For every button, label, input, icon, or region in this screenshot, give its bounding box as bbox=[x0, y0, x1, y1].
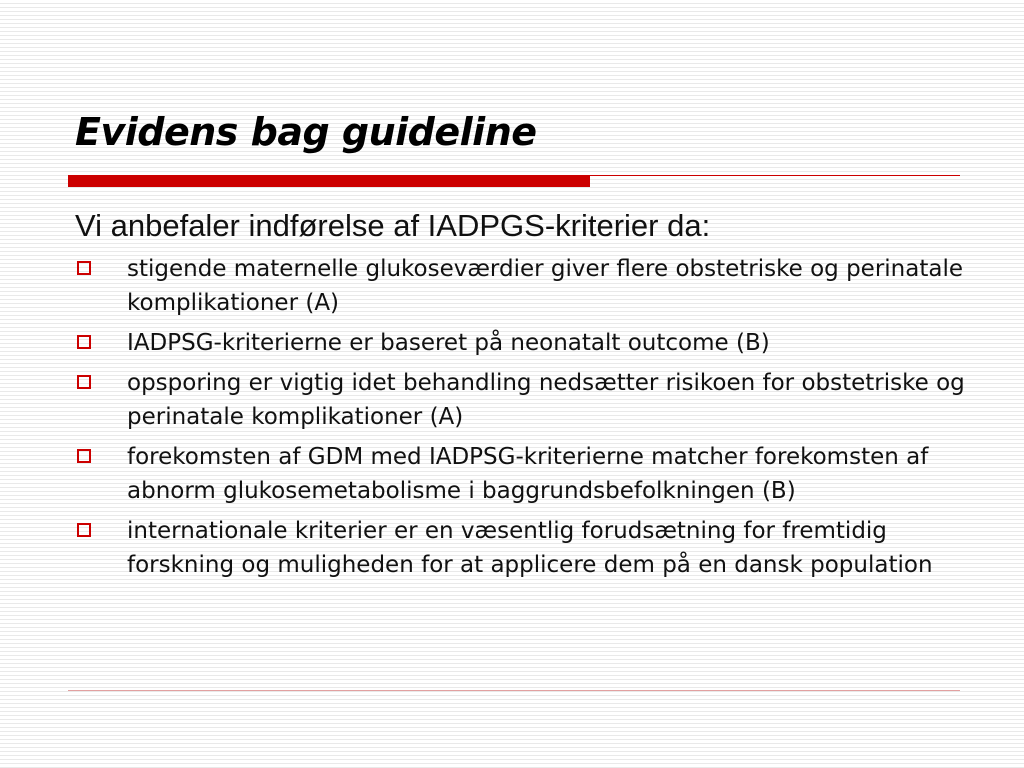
bullet-item bbox=[75, 326, 975, 360]
hollow-square-bullet-icon bbox=[77, 261, 91, 275]
footer-divider bbox=[68, 690, 960, 691]
bullet-text: internationale kriterier er en væsentlig forudsætning for fremtidig forskning og muligheden for at applicere dem på en dansk population bbox=[127, 518, 933, 578]
bullet-list bbox=[75, 252, 975, 582]
title-underline-thin bbox=[590, 175, 960, 176]
bullet-item bbox=[75, 252, 975, 320]
title-underline-thick bbox=[68, 175, 590, 187]
bullet-text: opsporing er vigtig idet behandling nedsætter risikoen for obstetriske og perinatale komplikationer (A) bbox=[127, 370, 965, 430]
hollow-square-bullet-icon bbox=[77, 375, 91, 389]
bullet-item bbox=[75, 366, 975, 434]
bullet-item bbox=[75, 514, 975, 582]
bullet-text: forekomsten af GDM med IADPSG-kriterierne matcher forekomsten af abnorm glukosemetabolisme i baggrundsbefolkningen (B) bbox=[127, 444, 929, 504]
bullet-item bbox=[75, 440, 975, 508]
bullet-text: stigende maternelle glukoseværdier giver flere obstetriske og perinatale komplikationer (A) bbox=[127, 256, 963, 316]
slide-body bbox=[75, 206, 975, 588]
hollow-square-bullet-icon bbox=[77, 335, 91, 349]
slide-title: Evidens bag guideline bbox=[75, 110, 537, 154]
bullet-text: IADPSG-kriterierne er baseret på neonatalt outcome (B) bbox=[127, 330, 770, 356]
intro-text: Vi anbefaler indførelse af IADPGS-kriterier da: bbox=[75, 208, 711, 243]
hollow-square-bullet-icon bbox=[77, 449, 91, 463]
hollow-square-bullet-icon bbox=[77, 523, 91, 537]
